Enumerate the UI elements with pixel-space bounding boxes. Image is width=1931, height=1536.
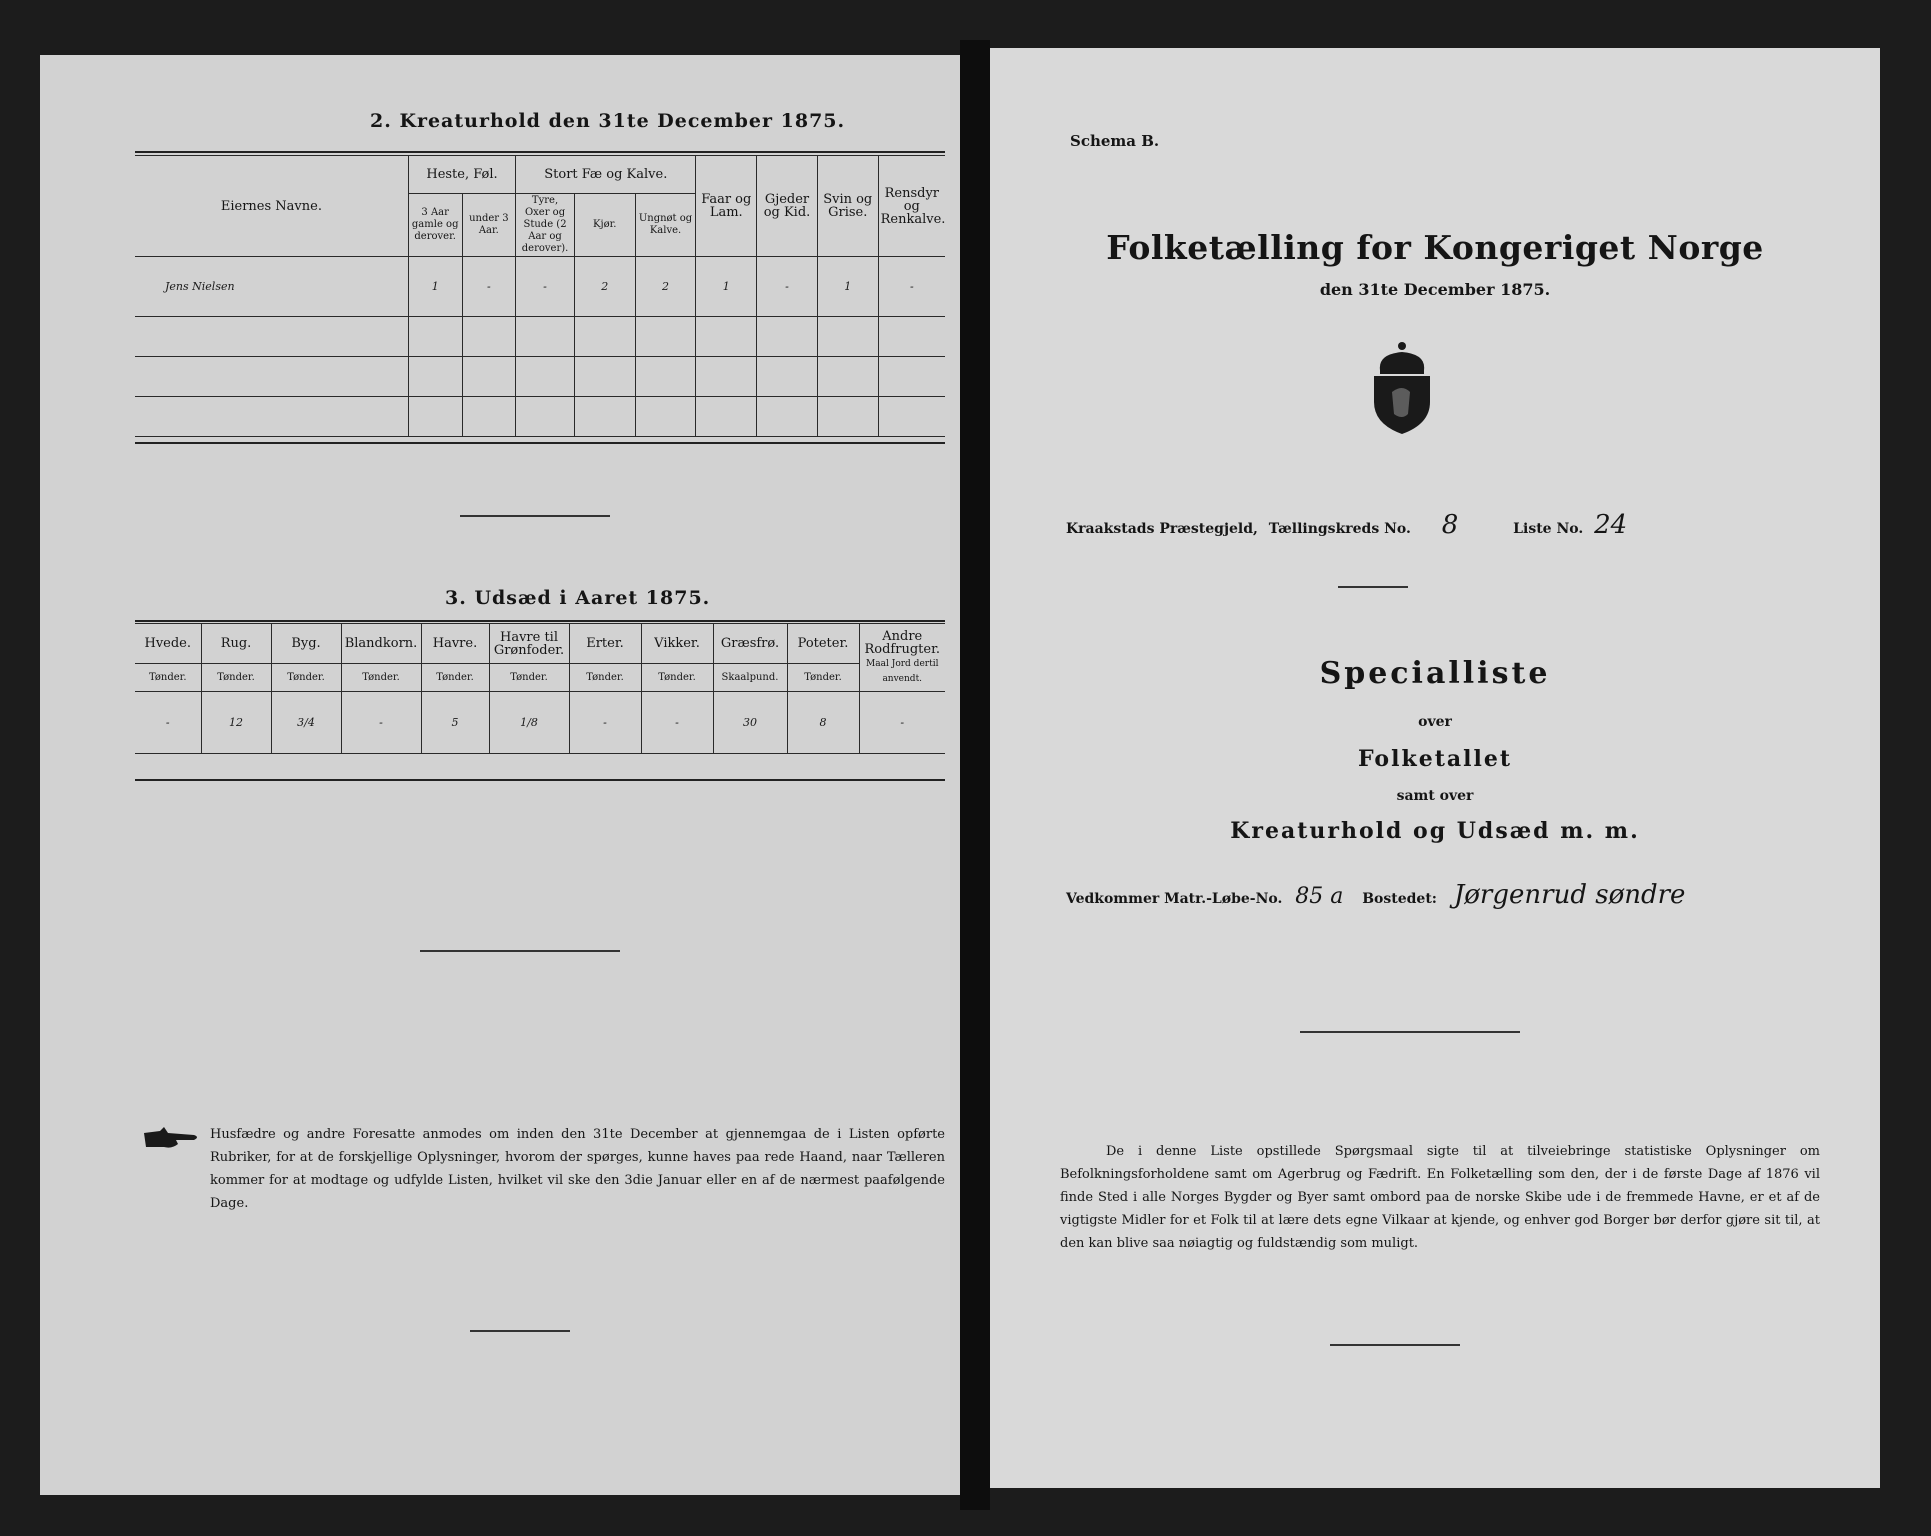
pigs-header: Svin og Grise.	[817, 156, 878, 257]
unit-cell: Tønder.	[787, 664, 859, 692]
census-title: Folketælling for Kongeriget Norge	[1106, 228, 1764, 267]
unit-cell: Tønder.	[271, 664, 341, 692]
table-bottom-rule	[135, 442, 945, 444]
matr-line	[1066, 880, 1685, 910]
unit-cell: Tønder.	[341, 664, 421, 692]
seed-value-cell: -	[569, 692, 641, 754]
coat-of-arms-icon	[1366, 340, 1438, 436]
sheep-header: Faar og Lam.	[696, 156, 757, 257]
seed-value-cell: -	[641, 692, 713, 754]
value-cell: -	[878, 257, 945, 317]
barley-header: Byg.	[271, 624, 341, 664]
potatoes-header: Poteter.	[787, 624, 859, 664]
divider	[1338, 586, 1408, 588]
seed-value-cell: 1/8	[489, 692, 569, 754]
seed-value-cell: 30	[713, 692, 787, 754]
unit-cell: Tønder.	[201, 664, 271, 692]
horses-header: Heste, Føl.	[408, 156, 515, 194]
value-cell: -	[757, 257, 818, 317]
value-cell: 1	[817, 257, 878, 317]
census-date: den 31te December 1875.	[1319, 280, 1551, 299]
pointing-hand-icon	[142, 1125, 202, 1155]
owner-header: Eiernes Navne.	[135, 156, 408, 257]
book-gutter	[960, 40, 990, 1510]
unit-cell: Tønder.	[641, 664, 713, 692]
divider	[460, 515, 610, 517]
seed-table	[135, 623, 945, 754]
right-page	[990, 48, 1880, 1488]
value-cell: -	[462, 257, 516, 317]
root-crops-header	[859, 624, 945, 692]
peas-header: Erter.	[569, 624, 641, 664]
folketallet-heading: Folketallet	[1358, 746, 1512, 772]
vetch-header: Vikker.	[641, 624, 713, 664]
unit-cell: Tønder.	[569, 664, 641, 692]
divider	[470, 1330, 570, 1332]
section3-heading: 3. Udsæd i Aaret 1875.	[445, 587, 711, 609]
specialliste-heading: Specialliste	[1319, 656, 1551, 691]
value-cell: -	[516, 257, 575, 317]
reindeer-header: Rensdyr og Renkalve.	[878, 156, 945, 257]
seed-value-cell: -	[859, 692, 945, 754]
section2-heading: 2. Kreaturhold den 31te December 1875.	[370, 110, 846, 132]
matr-value: 85 a	[1295, 884, 1344, 909]
owner-cell: Jens Nielsen	[135, 257, 408, 317]
unit-cell: Tønder.	[421, 664, 489, 692]
mixed-grain-header: Blandkorn.	[341, 624, 421, 664]
value-cell: 1	[696, 257, 757, 317]
bulls-header: Tyre, Oxer og Stude (2 Aar og derover).	[516, 194, 575, 257]
left-page	[40, 55, 960, 1495]
district-value: 8	[1441, 510, 1459, 540]
over-text: over	[1418, 714, 1452, 730]
samt-over-text: samt over	[1396, 788, 1474, 804]
grass-seed-header: Græsfrø.	[713, 624, 787, 664]
district-line	[1066, 510, 1627, 540]
horses-3y-header: 3 Aar gamle og derover.	[408, 194, 462, 257]
goats-header: Gjeder og Kid.	[757, 156, 818, 257]
seed-table-top-rule	[135, 620, 945, 622]
divider	[1330, 1344, 1460, 1346]
seed-value-cell: -	[135, 692, 201, 754]
kreaturhold-heading: Kreaturhold og Udsæd m. m.	[1230, 818, 1640, 844]
list-value: 24	[1594, 510, 1628, 540]
horses-under3-header: under 3 Aar.	[462, 194, 516, 257]
district-label: Tællingskreds No.	[1268, 521, 1411, 537]
seed-value-cell: -	[341, 692, 421, 754]
bosted-value: Jørgenrud søndre	[1453, 880, 1686, 910]
wheat-header: Hvede.	[135, 624, 201, 664]
unit-cell: Skaalpund.	[713, 664, 787, 692]
matr-label: Vedkommer Matr.-Løbe-No.	[1066, 891, 1283, 907]
root-crops-unit: Maal Jord dertil anvendt.	[866, 658, 939, 684]
parish-label: Kraakstads Præstegjeld,	[1066, 521, 1258, 537]
rye-header: Rug.	[201, 624, 271, 664]
seed-value-cell: 8	[787, 692, 859, 754]
bosted-label: Bostedet:	[1362, 891, 1437, 907]
schema-label: Schema B.	[1070, 132, 1160, 150]
value-cell: 2	[574, 257, 635, 317]
divider	[1300, 1031, 1520, 1033]
oats-header: Havre.	[421, 624, 489, 664]
green-oats-header: Havre til Grønfoder.	[489, 624, 569, 664]
table-top-rule	[135, 151, 945, 153]
calves-header: Ungnøt og Kalve.	[635, 194, 696, 257]
seed-table-bottom-rule	[135, 779, 945, 781]
value-cell: 2	[635, 257, 696, 317]
cows-header: Kjør.	[574, 194, 635, 257]
root-crops-label: Andre Rodfrugter.	[864, 628, 940, 657]
livestock-table	[135, 155, 945, 437]
seed-value-cell: 12	[201, 692, 271, 754]
footnote-text: Husfædre og andre Foresatte anmodes om inden den 31te December at gjennemgaa de i Listen opførte Rubriker, for at de forskjellige Oplysninger, hvorom der spørges, kunne haves paa rede Haand, naar Tælleren kommer for at modtage og udfylde Listen, hvilket vil ske den 3die Januar eller en af de nærmest paafølgende Dage.	[210, 1127, 945, 1211]
seed-value-cell: 3/4	[271, 692, 341, 754]
seed-value-cell: 5	[421, 692, 489, 754]
cattle-header: Stort Fæ og Kalve.	[516, 156, 696, 194]
divider	[420, 950, 620, 952]
unit-cell: Tønder.	[135, 664, 201, 692]
list-label: Liste No.	[1513, 521, 1584, 537]
unit-cell: Tønder.	[489, 664, 569, 692]
purpose-paragraph: De i denne Liste opstillede Spørgsmaal sigte til at tilveiebringe statistiske Oplysninger om Befolkningsforholdene samt om Agerbrug og Fædrift. En Folketælling som den, der i de første Dage af 1876 vil finde Sted i alle Norges Bygder og Byer samt ombord paa de norske Skibe ude i de fremmede Havne, er et af de vigtigste Midler for et Folk til at lære dets egne Vilkaar at kjende, og enhver god Borger bør derfor gjøre sit til, at den kan blive saa nøiagtig og fuldstændig som muligt.	[1060, 1144, 1820, 1251]
value-cell: 1	[408, 257, 462, 317]
